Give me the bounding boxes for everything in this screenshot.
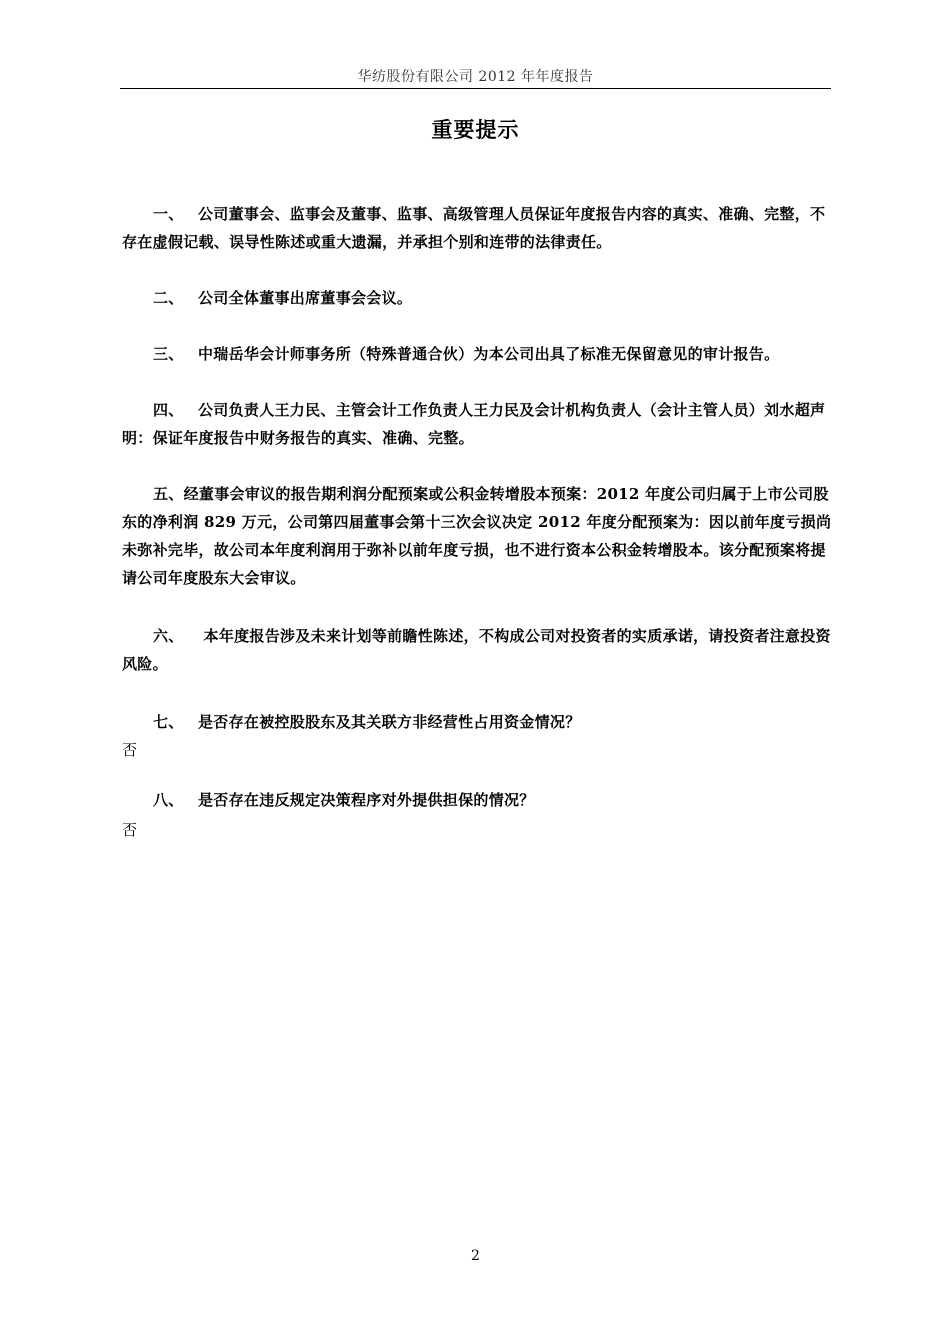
notice-item-2: [122, 284, 832, 312]
item-text: 中瑞岳华会计师事务所（特殊普通合伙）为本公司出具了标准无保留意见的审计报告。: [198, 345, 780, 363]
item-number: 二、: [153, 289, 184, 307]
page-title: 重要提示: [431, 117, 520, 142]
item-text: 是否存在被控股股东及其关联方非经营性占用资金情况？: [198, 713, 581, 731]
page-number: 2: [471, 1248, 480, 1264]
item-text: 公司负责人王力民、主管会计工作负责人王力民及会计机构负责人（会计主管人员）刘水超声明：保证年度报告中财务报告的真实、准确、完整。: [122, 401, 826, 447]
notice-item-8: [122, 786, 832, 814]
item-text: 公司全体董事出席董事会会议。: [198, 289, 413, 307]
running-header: 华纺股份有限公司 2012 年年度报告: [357, 69, 594, 85]
notice-item-5: [122, 480, 832, 592]
item-number: 六、: [153, 627, 184, 645]
notice-item-3: [122, 340, 832, 368]
notice-item-7: [122, 708, 832, 736]
item-number: 八、: [153, 791, 184, 809]
item-number: 七、: [153, 713, 184, 731]
item-text: 本年度报告涉及未来计划等前瞻性陈述，不构成公司对投资者的实质承诺，请投资者注意投资风险。: [122, 627, 831, 673]
item-7-answer: 否: [122, 741, 138, 759]
item-number: 四、: [153, 401, 184, 419]
item-text: 五、经董事会审议的报告期利润分配预案或公积金转增股本预案：2012 年度公司归属于上市公司股东的净利润 829 万元，公司第四届董事会第十三次会议决定 2012 年度分配预案为：因以前年度亏损尚未弥补完毕，故公司本年度利润用于弥补以前年度亏损，也不进行资本公积金转增股本。该分配预案将提请公司年度股东大会审议。: [122, 485, 832, 587]
item-text: 公司董事会、监事会及董事、监事、高级管理人员保证年度报告内容的真实、准确、完整，不存在虚假记载、误导性陈述或重大遗漏，并承担个别和连带的法律责任。: [122, 205, 826, 251]
item-number: 三、: [153, 345, 184, 363]
item-8-answer: 否: [122, 821, 138, 839]
item-text: 是否存在违反规定决策程序对外提供担保的情况？: [198, 791, 535, 809]
item-number: 一、: [153, 205, 184, 223]
notice-item-1: [122, 200, 832, 256]
notice-item-4: [122, 396, 832, 452]
header-rule: [120, 88, 831, 89]
notice-item-6: [122, 622, 832, 678]
